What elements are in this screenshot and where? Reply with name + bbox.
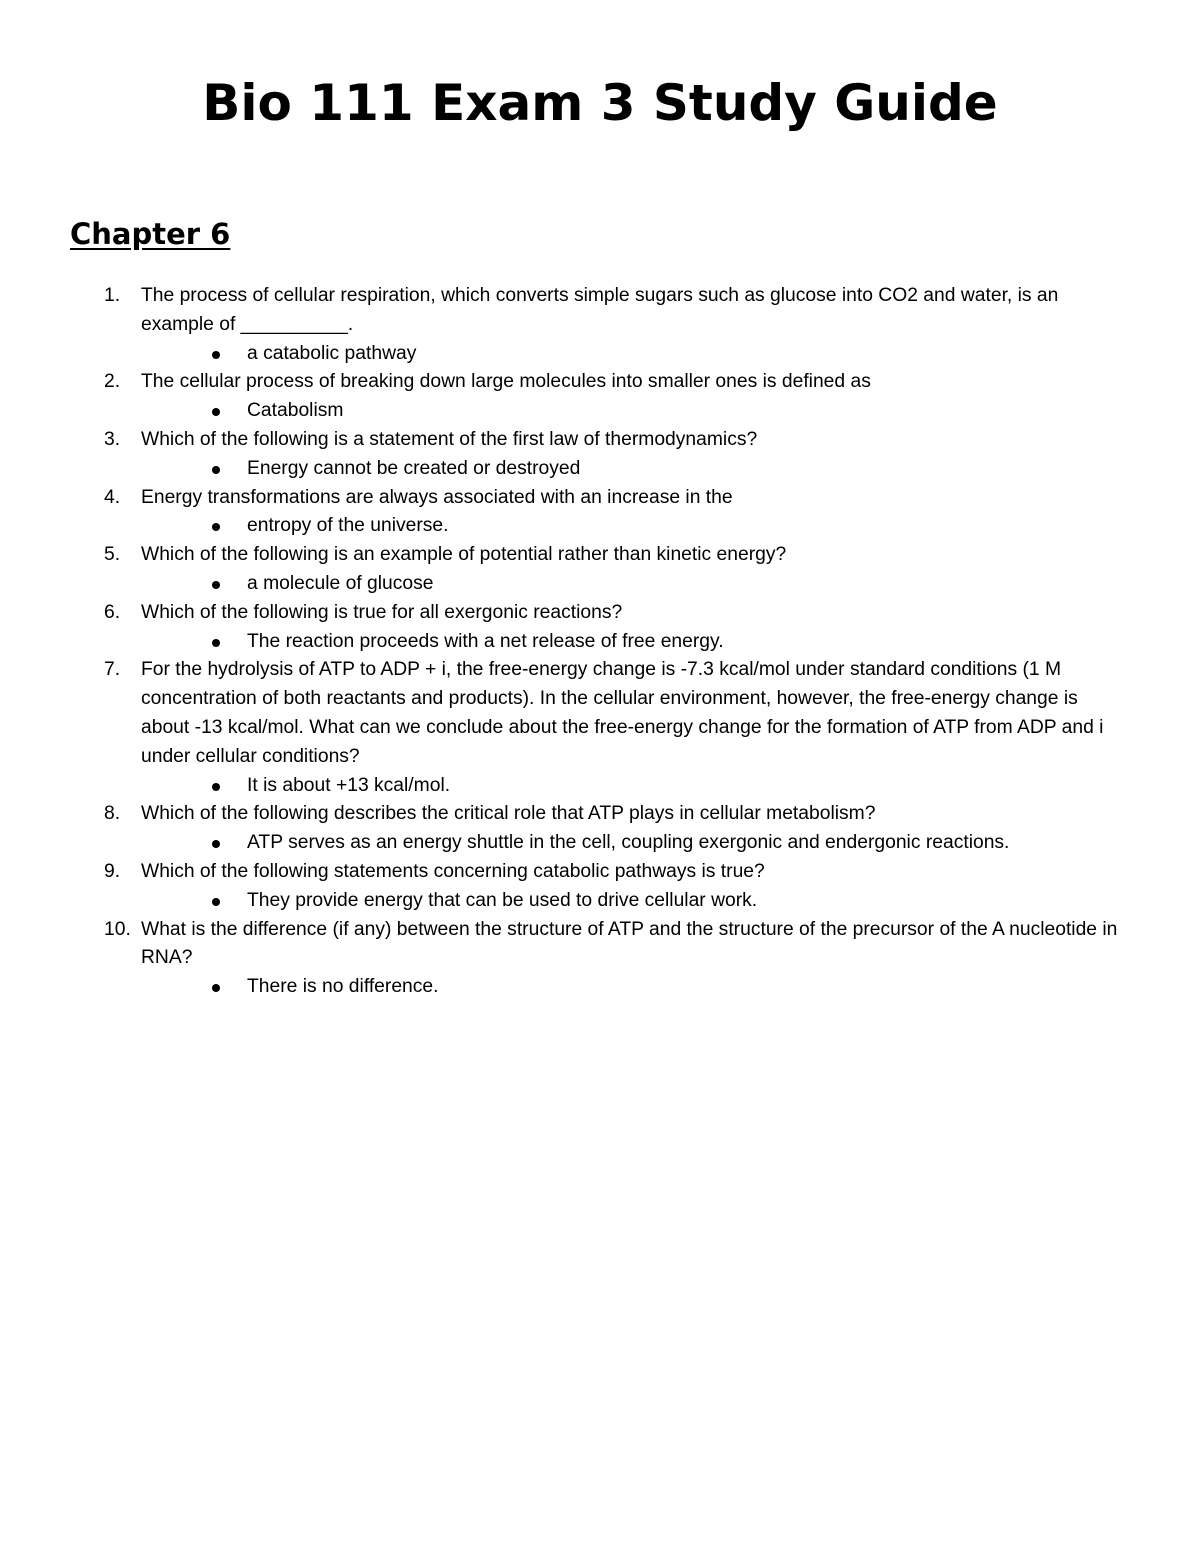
question-number: 2. xyxy=(104,371,121,393)
answer-text: entropy of the universe. xyxy=(247,515,449,537)
question-number: 6. xyxy=(104,601,121,623)
question-number: 3. xyxy=(104,428,121,450)
question-number: 5. xyxy=(104,544,121,566)
answer-list xyxy=(0,973,1200,1002)
question-text: The cellular process of breaking down large molecules into smaller ones is defined as xyxy=(141,371,871,393)
bullet-icon xyxy=(212,466,220,474)
question-item xyxy=(0,484,1200,542)
answer-item xyxy=(0,772,1200,801)
question-item xyxy=(0,368,1200,426)
question-number: 4. xyxy=(104,486,121,508)
question-item xyxy=(0,282,1200,368)
question-text: Which of the following describes the critical role that ATP plays in cellular metabolism? xyxy=(141,803,876,825)
answer-item xyxy=(0,340,1200,369)
answer-item xyxy=(0,570,1200,599)
question-number: 8. xyxy=(104,803,121,825)
bullet-icon xyxy=(212,984,220,992)
answer-list xyxy=(0,628,1200,657)
question-text: Which of the following is true for all exergonic reactions? xyxy=(141,601,623,623)
answer-item xyxy=(0,887,1200,916)
question-item xyxy=(0,916,1200,1002)
bullet-icon xyxy=(212,639,220,647)
bullet-icon xyxy=(212,408,220,416)
answer-item xyxy=(0,973,1200,1002)
bullet-icon xyxy=(212,898,220,906)
answer-text: There is no difference. xyxy=(247,976,439,998)
answer-list xyxy=(0,340,1200,369)
question-text: The process of cellular respiration, which converts simple sugars such as glucose into CO2 and water, is an example of __________. xyxy=(141,285,1059,335)
answer-item xyxy=(0,829,1200,858)
bullet-icon xyxy=(212,581,220,589)
question-number: 9. xyxy=(104,860,121,882)
question-item xyxy=(0,858,1200,916)
question-item xyxy=(0,800,1200,858)
answer-item xyxy=(0,455,1200,484)
answer-list xyxy=(0,829,1200,858)
answer-text: The reaction proceeds with a net release of free energy. xyxy=(247,630,724,652)
question-number: 10. xyxy=(104,918,131,940)
question-text: Which of the following statements concerning catabolic pathways is true? xyxy=(141,860,765,882)
question-text: Energy transformations are always associated with an increase in the xyxy=(141,486,733,508)
question-number: 7. xyxy=(104,659,121,681)
answer-text: It is about +13 kcal/mol. xyxy=(247,774,451,796)
question-item xyxy=(0,426,1200,484)
question-number: 1. xyxy=(104,285,121,306)
question-text: Which of the following is an example of potential rather than kinetic energy? xyxy=(141,544,787,566)
answer-text: They provide energy that can be used to drive cellular work. xyxy=(247,889,758,911)
question-item xyxy=(0,541,1200,599)
answer-list xyxy=(0,397,1200,426)
answer-item xyxy=(0,512,1200,541)
bullet-icon xyxy=(212,523,220,531)
document-title: Bio 111 Exam 3 Study Guide xyxy=(202,74,998,132)
bullet-icon xyxy=(212,840,220,848)
bullet-icon xyxy=(212,783,220,791)
answer-list xyxy=(0,512,1200,541)
answer-list xyxy=(0,772,1200,801)
bullet-icon xyxy=(212,351,220,359)
answer-item xyxy=(0,397,1200,426)
answer-text: a catabolic pathway xyxy=(247,342,417,364)
answer-list xyxy=(0,887,1200,916)
answer-text: Energy cannot be created or destroyed xyxy=(247,457,581,479)
answer-list xyxy=(0,455,1200,484)
chapter-heading: Chapter 6 xyxy=(70,217,231,251)
answer-text: ATP serves as an energy shuttle in the cell, coupling exergonic and endergonic reactions. xyxy=(247,832,1010,854)
question-item xyxy=(0,656,1200,800)
answer-item xyxy=(0,628,1200,657)
question-list xyxy=(0,282,1200,1002)
question-text: What is the difference (if any) between the structure of ATP and the structure of the precursor of the A nucleotide in RNA? xyxy=(141,918,1118,969)
question-item xyxy=(0,599,1200,657)
question-text: For the hydrolysis of ATP to ADP + i, the free-energy change is -7.3 kcal/mol under standard conditions (1 M concentration of both reactants and products). In the cellular environment, however, the free-energy change is about -13 kcal/mol. What can we conclude about the free-energy change for the formation of ATP from ADP and i under cellular conditions? xyxy=(141,659,1104,767)
answer-text: Catabolism xyxy=(247,400,344,422)
question-text: Which of the following is a statement of the first law of thermodynamics? xyxy=(141,428,758,450)
answer-text: a molecule of glucose xyxy=(247,572,434,594)
answer-list xyxy=(0,570,1200,599)
